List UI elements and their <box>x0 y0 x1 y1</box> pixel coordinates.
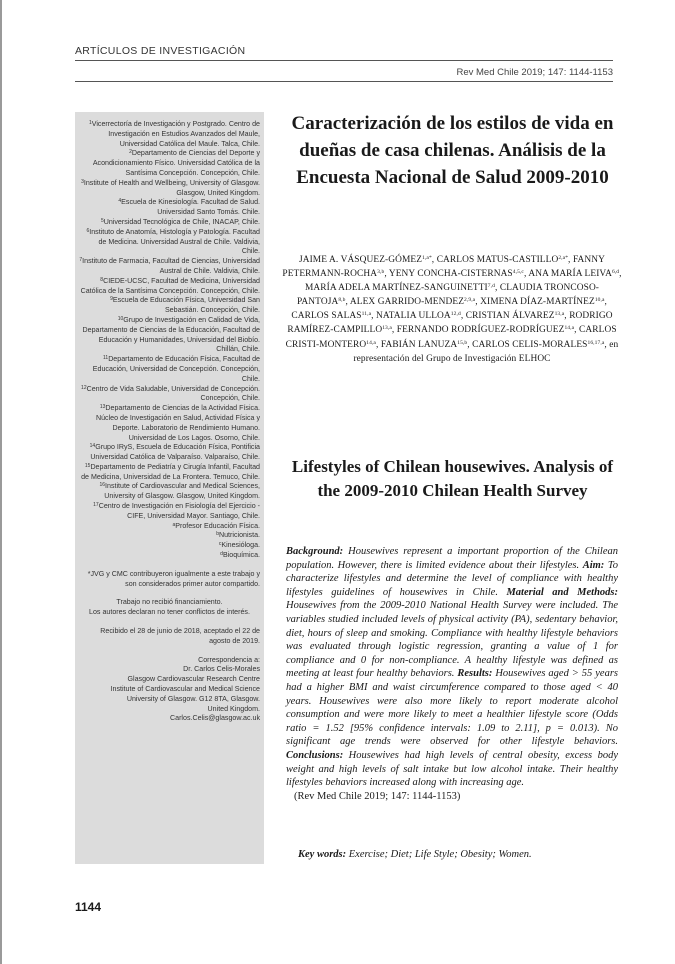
author-name: ALEX GARRIDO-MENDEZ <box>349 297 465 308</box>
affiliation-item <box>79 482 260 502</box>
affiliation-item <box>79 522 260 532</box>
affiliation-marker: 14 <box>89 443 96 450</box>
abstract-reference: (Rev Med Chile 2019; 147: 1144-1153) <box>294 790 461 802</box>
affiliation-item <box>79 218 260 228</box>
correspondence-line: University of Glasgow. G12 8TA, Glasgow. <box>126 694 260 703</box>
keywords-text: Exercise; Diet; Life Style; Obesity; Women. <box>346 849 532 860</box>
author-affiliation-marker: 13,a <box>554 311 565 318</box>
conflicts-text: Los autores declaran no tener conflictos de interés. <box>89 608 250 617</box>
abstract-aim-label: Aim: <box>582 559 605 571</box>
author-affiliation-marker: 2,9,a <box>464 297 476 304</box>
journal-citation: Rev Med Chile 2019; 147: 1144-1153 <box>456 67 613 78</box>
affiliation-text: Centro de Investigación en Fisiología del Ejercicio - CIFE, Universidad Mayor. Santiago, Chile. <box>98 502 260 520</box>
author-affiliation-marker: 13,a <box>382 325 392 332</box>
affiliations-sidebar <box>75 112 264 864</box>
affiliation-marker: 6 <box>86 227 90 234</box>
correspondence-line: Institute of Cardiovascular and Medical Science <box>110 685 260 694</box>
affiliation-text: Vicerrectoría de Investigación y Postgrado. Centro de Investigación en Estudios Avanzados del Maule, Universidad Católica del Maule. Talca, Chile. <box>91 120 260 148</box>
affiliation-text: Institute of Cardiovascular and Medical Sciences, University of Glasgow. Glasgow, United Kingdom. <box>104 482 260 501</box>
author-name: RODRIGO RAMÍREZ-CAMPILLO <box>287 311 613 336</box>
abstract-conclusions-label: Conclusions: <box>286 749 344 761</box>
affiliation-item <box>79 198 260 218</box>
affiliation-text: Profesor Educación Física. <box>175 521 260 530</box>
affiliation-text: Kinesióloga. <box>221 541 260 550</box>
section-heading: ARTÍCULOS DE INVESTIGACIÓN <box>75 45 246 57</box>
affiliation-item <box>79 296 260 316</box>
funding-note <box>79 598 260 618</box>
author-name: MARÍA ADELA MARTÍNEZ-SANGUINETTI <box>304 283 488 294</box>
affiliation-text: Departamento de Educación Física, Facultad de Educación, Universidad de Concepción. Concepción, Chile. <box>92 355 260 383</box>
abstract-methods-label: Material and Methods: <box>506 586 618 598</box>
affiliation-item <box>79 149 260 178</box>
affiliation-item <box>79 541 260 551</box>
keywords <box>298 848 618 861</box>
article-title-english: Lifestyles of Chilean housewives. Analysis of the 2009-2010 Chilean Health Survey <box>291 457 614 500</box>
affiliation-marker: 17 <box>93 502 99 509</box>
correspondence-line: Dr. Carlos Celis-Morales <box>183 665 260 674</box>
author-affiliation-marker: 4,5,c <box>512 269 524 276</box>
affiliation-marker: b <box>216 531 219 538</box>
author-name: JAIME A. VÁSQUEZ-GÓMEZ <box>298 255 423 265</box>
affiliation-item <box>79 228 260 257</box>
affiliation-text: Instituto de Farmacia, Facultad de Ciencias, Universidad Austral de Chile. Valdivia, Chile. <box>82 257 260 275</box>
affiliation-item <box>79 385 260 405</box>
page-left-border <box>0 0 2 964</box>
affiliation-text: Grupo de Investigación en Calidad de Vida, Departamento de Ciencias de la Educación, Facultad de Educación y Humanidades, Universidad del Biobío. Chillán, Chile. <box>82 315 260 354</box>
affiliation-item <box>79 120 260 149</box>
author-name: FERNANDO RODRÍGUEZ-RODRÍGUEZ <box>396 325 565 336</box>
affiliation-marker: 5 <box>100 217 104 224</box>
affiliation-text: Instituto de Anatomía, Histología y Patología. Facultad de Medicina. Universidad Austral de Chile. Valdivia, Chile. <box>89 227 260 256</box>
author-name: CARLOS CELIS-MORALES <box>472 339 588 350</box>
received-note <box>79 627 260 647</box>
abstract-results: Housewives aged > 55 years had a higher BMI and waist circumference compared to those aged < 40 years. Housewives were also more likely to report moderate alcohol consumption and were more likely to meet a healthier lifestyle score (Odds ratio = 1.52 [95% confidence intervals: 1.09 to 2.11], p = 0.013). No significant age trends were observed for other lifestyle behaviors. <box>286 668 618 748</box>
affiliation-marker: 11 <box>102 355 109 362</box>
authors-suffix: , en representación del Grupo de Investigación ELHOC <box>353 339 619 364</box>
author-name: XIMENA DÍAZ-MARTÍNEZ <box>480 297 595 308</box>
affiliation-text: Departamento de Pediatría y Cirugía Infantil, Facultad de Medicina, Universidad de La Frontera. Temuco, Chile. <box>81 462 260 481</box>
correspondence-line: Correspondencia a: <box>198 655 260 664</box>
author-name: FABIÁN LANUZA <box>380 339 458 350</box>
abstract-conclusions: Housewives had high levels of central obesity, excess body weight and high levels of salt intake but low alcohol intake. Their healthy lifestyles behaviors increased along with increasing age. <box>286 749 618 789</box>
affiliation-item <box>79 179 260 199</box>
affiliation-marker: c <box>218 541 222 548</box>
author-affiliation-marker: 10,a <box>594 297 605 304</box>
affiliation-marker: 8 <box>100 276 104 283</box>
affiliation-item <box>79 463 260 483</box>
affiliation-marker: 12 <box>81 384 87 391</box>
affiliation-item <box>79 277 260 297</box>
affiliation-marker: 3 <box>81 178 84 185</box>
author-affiliation-marker: 12,d <box>450 311 461 318</box>
author-affiliation-marker: 16,17,a <box>587 339 605 346</box>
contribution-note <box>79 570 260 590</box>
affiliation-item <box>79 443 260 463</box>
author-affiliation-marker: 1,a* <box>422 255 432 261</box>
affiliation-marker: 1 <box>88 120 92 126</box>
author-name: YENY CONCHA-CISTERNAS <box>388 269 513 280</box>
affiliation-marker: a <box>172 521 176 528</box>
funding-text: Trabajo no recibió financiamiento. <box>116 598 223 607</box>
author-affiliation-marker: 7,d <box>487 283 495 290</box>
affiliations-list <box>79 120 260 561</box>
affiliation-marker: 9 <box>110 296 113 303</box>
author-affiliation-marker: 15,b <box>457 339 468 346</box>
abstract-aim: To characterize lifestyles and determine the level of compliance with healthy lifestyles guidelines of housewives in Chile. <box>286 559 618 598</box>
correspondence-line: United Kingdom. <box>207 704 260 713</box>
affiliation-text: Escuela de Kinesiología. Facultad de Salud. Universidad Santo Tomás. Chile. <box>121 198 260 217</box>
author-list: JAIME A. VÁSQUEZ-$GÓMEZ^{1,a*}$, CARLOS MATUS-$CASTILLO^{2,a*}$, FANNY PETERMANN-ROCHA$^{3,b}$, YENY CONCHA-CISTERNAS$^{4,5,c}$, ANA MARÍA LEIVA$^{6,d}$, MARÍA ADELA MARTÍNEZ-SANGUINETTI$^{7,d}$, CLAUDIA TRONCOSO-PANTOJA$^{8,b}$, ALEX GARRIDO-MENDEZ$^{2,9,a}$, XIMENA DÍAZ-MARTÍNEZ$^{10,a}$, CARLOS SALAS$^{11,a}$, NATALIA ULLOA$^{12,d}$, CRISTIAN ÁLVAREZ$^{13,a}$, RODRIGO RAMÍREZ-CAMPILLO$^{13,a}$, FERNANDO RODRÍGUEZ-RODRÍGUEZ$^{14,a}$, CARLOS CRISTI-MONTERO$^{14,a}$, FABIÁN LANUZA$^{15,b}$, CARLOS CELIS-MORALES$^{16,17,a}$, en representación del Grupo de Investigación ELHOC <box>282 255 622 364</box>
page-number: 1144 <box>75 900 102 914</box>
correspondence-email[interactable]: Carlos.Celis@glasgow.ac.uk <box>170 714 260 723</box>
affiliation-text: Departamento de Ciencias del Deporte y Acondicionamiento Físico. Universidad Católica de la Santísima Concepción. Concepción, Chile. <box>92 149 260 177</box>
author-affiliation-marker: 6,d <box>611 269 620 276</box>
author-name: CLAUDIA TRONCOSO-PANTOJA <box>296 283 600 308</box>
affiliation-item <box>79 531 260 541</box>
header-rule-bottom <box>75 81 613 82</box>
affiliation-marker: 13 <box>99 404 106 411</box>
author-affiliation-marker: 14,a <box>366 339 376 346</box>
affiliation-text: Universidad Tecnológica de Chile, INACAP, Chile. <box>103 217 260 226</box>
affiliation-marker: 15 <box>84 462 91 469</box>
affiliation-item <box>79 257 260 277</box>
affiliation-text: Institute of Health and Wellbeing, University of Glasgow. Glasgow, United Kingdom. <box>83 178 260 197</box>
author-affiliation-marker: 2,a* <box>558 255 569 261</box>
affiliation-marker: 7 <box>79 257 83 264</box>
correspondence-block <box>79 656 260 725</box>
author-name: CARLOS MATUS-CASTILLO <box>436 255 559 265</box>
author-affiliation-marker: 14,a <box>564 325 575 332</box>
abstract <box>286 545 618 803</box>
affiliation-text: Centro de Vida Saludable, Universidad de Concepción. Concepción, Chile. <box>86 384 260 403</box>
affiliation-text: Nutricionista. <box>218 531 260 540</box>
abstract-methods: Housewives from the 2009-2010 National Health Survey were included. The variables studied included levels of physical activity (PA), sedentary behavior, diet, hours of sleep and smoking. Compliance with healthy lifestyle behaviors was evaluated through logistic regression, granting a value of 1 for compliance and 0 for non-compliance. A healthy lifestyle was defined as meeting at least four healthy behaviors. <box>286 600 618 680</box>
header-rule-top <box>75 60 613 61</box>
abstract-results-label: Results: <box>457 668 493 680</box>
affiliation-item <box>79 404 260 443</box>
affiliation-marker: 2 <box>129 149 132 156</box>
abstract-background-label: Background: <box>286 546 344 557</box>
affiliation-item <box>79 316 260 355</box>
affiliation-text: CIEDE-UCSC, Facultad de Medicina, Universidad Católica de la Santísima Concepción. Concepción, Chile. <box>80 276 260 295</box>
affiliation-item <box>79 355 260 384</box>
author-name: CARLOS SALAS <box>291 311 362 322</box>
correspondence-line: Glasgow Cardiovascular Research Centre <box>127 675 260 684</box>
affiliation-marker: d <box>220 551 223 558</box>
author-affiliation-marker: 3,b <box>377 269 385 276</box>
affiliation-item <box>79 551 260 561</box>
affiliation-marker: 10 <box>117 315 124 322</box>
author-name: CRISTIAN ÁLVAREZ <box>465 311 555 322</box>
abstract-background: Housewives represent a important proportion of the Chilean population. However, there is limited evidence about their lifestyles. <box>286 546 618 571</box>
article-title-spanish: Caracterización de los estilos de vida en dueñas de casa chilenas. Análisis de la Encuesta Nacional de Salud 2009-2010 <box>291 113 614 188</box>
author-name: NATALIA ULLOA <box>376 311 451 322</box>
affiliation-text: Departamento de Ciencias de la Actividad Física. Núcleo de Investigación en Salud, Actividad Física y Deporte. Laboratorio de Rendimiento Humano. Universidad de Los Lagos. Osorno, Chile. <box>95 404 260 442</box>
keywords-label: Key words: <box>298 849 347 860</box>
author-name: CARLOS CRISTI-MONTERO <box>285 325 617 350</box>
affiliation-item <box>79 502 260 522</box>
affiliation-marker: 16 <box>99 482 106 489</box>
author-name: ANA MARÍA LEIVA <box>528 269 612 280</box>
affiliation-marker: 4 <box>118 198 122 205</box>
affiliation-text: Bioquímica. <box>222 551 260 560</box>
author-affiliation-marker: 11,a <box>361 311 372 318</box>
author-name: FANNY PETERMANN-ROCHA <box>282 255 606 280</box>
affiliation-text: Grupo IRyS, Escuela de Educación Física, Pontificia Universidad Católica de Valparaíso. Valparaíso, Chile. <box>90 443 260 462</box>
received-text: Recibido el 28 de junio de 2018, aceptado el 22 de agosto de 2019. <box>100 627 260 645</box>
contribution-note-text: *JVG y CMC contribuyeron igualmente a este trabajo y son considerados primer autor compartido. <box>87 569 260 588</box>
author-affiliation-marker: 8,b <box>338 297 346 304</box>
affiliation-text: Escuela de Educación Física, Universidad San Sebastián. Concepción, Chile. <box>112 296 260 315</box>
